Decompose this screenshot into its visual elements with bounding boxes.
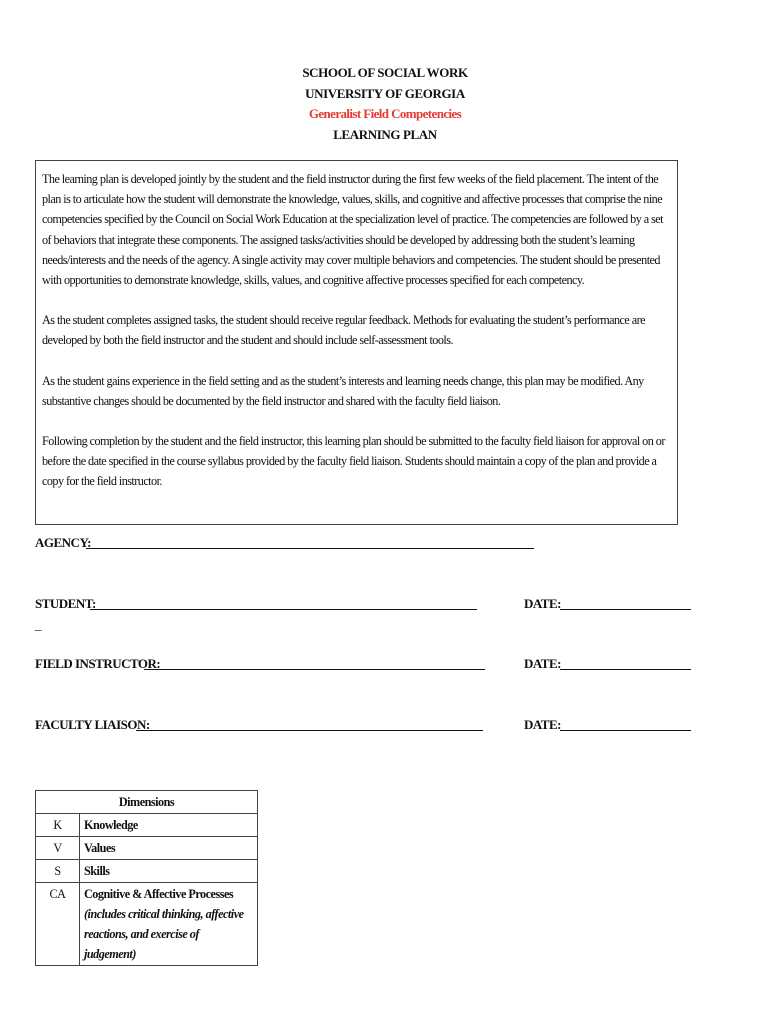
dimension-label: Values bbox=[80, 837, 258, 860]
dimension-label: Knowledge bbox=[80, 814, 258, 837]
dimensions-title: Dimensions bbox=[36, 791, 258, 814]
document-subtitle: Generalist Field Competencies bbox=[308, 106, 462, 121]
agency-field[interactable] bbox=[86, 548, 534, 549]
faculty-liaison-date-field[interactable] bbox=[560, 730, 691, 731]
intro-box bbox=[35, 160, 678, 525]
intro-paragraph-2: As the student completes assigned tasks, the student should receive regular feedback. Methods for evaluating the student’s performance are developed by both the field instructor and the student and should include self-assessment tools. bbox=[42, 313, 646, 348]
intro-paragraph-4: Following completion by the student and the field instructor, this learning plan should be submitted to the faculty field liaison for approval on or before the date specified in the course syllabus provided by the faculty field liaison. Students should maintain a copy of the plan and provide a copy for the field instructor. bbox=[42, 434, 665, 489]
intro-paragraph-1: The learning plan is developed jointly by the student and the field instructor during the first few weeks of the field placement. The intent of the plan is to articulate how the student will demonstrate the knowledge, values, skills, and cognitive and affective processes that comprise the nine competencies specified by the Council on Social Work Education at the specialization level of practice. The competencies are followed by a set of behaviors that integrate these components. The assigned tasks/activities should be developed by addressing both the student’s learning needs/interests and the needs of the agency. A single activity may cover multiple behaviors and competencies. The student should be presented with opportunities to demonstrate knowledge, skills, values, and cognitive affective processes specified for each competency. bbox=[42, 172, 663, 288]
document-header bbox=[0, 63, 770, 145]
field-instructor-field[interactable] bbox=[144, 669, 485, 670]
table-header-row bbox=[36, 791, 258, 814]
faculty-liaison-field[interactable] bbox=[136, 730, 483, 731]
table-row bbox=[36, 814, 258, 837]
field-instructor-date-label: DATE: bbox=[524, 656, 561, 671]
dimension-code: K bbox=[36, 814, 80, 837]
field-instructor-label: FIELD INSTRUCTOR: bbox=[35, 656, 161, 671]
dimension-label: Skills bbox=[80, 860, 258, 883]
dimension-cell bbox=[80, 883, 258, 966]
agency-label: AGENCY: bbox=[35, 535, 91, 550]
intro-paragraph-3: As the student gains experience in the field setting and as the student’s interests and learning needs change, this plan may be modified. Any substantive changes should be documented by the field instructor and shared with the faculty field liaison. bbox=[42, 373, 644, 408]
student-label: STUDENT: bbox=[35, 596, 96, 611]
dimension-code: S bbox=[36, 860, 80, 883]
table-row bbox=[36, 837, 258, 860]
dimension-code: CA bbox=[36, 883, 80, 966]
table-row bbox=[36, 860, 258, 883]
dimension-code: V bbox=[36, 837, 80, 860]
dimensions-table bbox=[35, 790, 258, 966]
university-name: UNIVERSITY OF GEORGIA bbox=[305, 85, 465, 101]
document-title: LEARNING PLAN bbox=[333, 126, 437, 142]
stray-mark: _ bbox=[35, 617, 41, 632]
faculty-liaison-date-label: DATE: bbox=[524, 717, 561, 732]
faculty-liaison-label: FACULTY LIAISON: bbox=[35, 717, 150, 732]
student-field[interactable] bbox=[90, 609, 477, 610]
school-name: SCHOOL OF SOCIAL WORK bbox=[302, 65, 468, 80]
student-date-field[interactable] bbox=[560, 609, 691, 610]
field-instructor-date-field[interactable] bbox=[560, 669, 691, 670]
student-date-label: DATE: bbox=[524, 596, 561, 611]
table-row bbox=[36, 883, 258, 966]
dimension-label: Cognitive & Affective Processes bbox=[84, 887, 234, 901]
dimension-note: (includes critical thinking, affective reactions, and exercise of judgement) bbox=[84, 907, 244, 961]
